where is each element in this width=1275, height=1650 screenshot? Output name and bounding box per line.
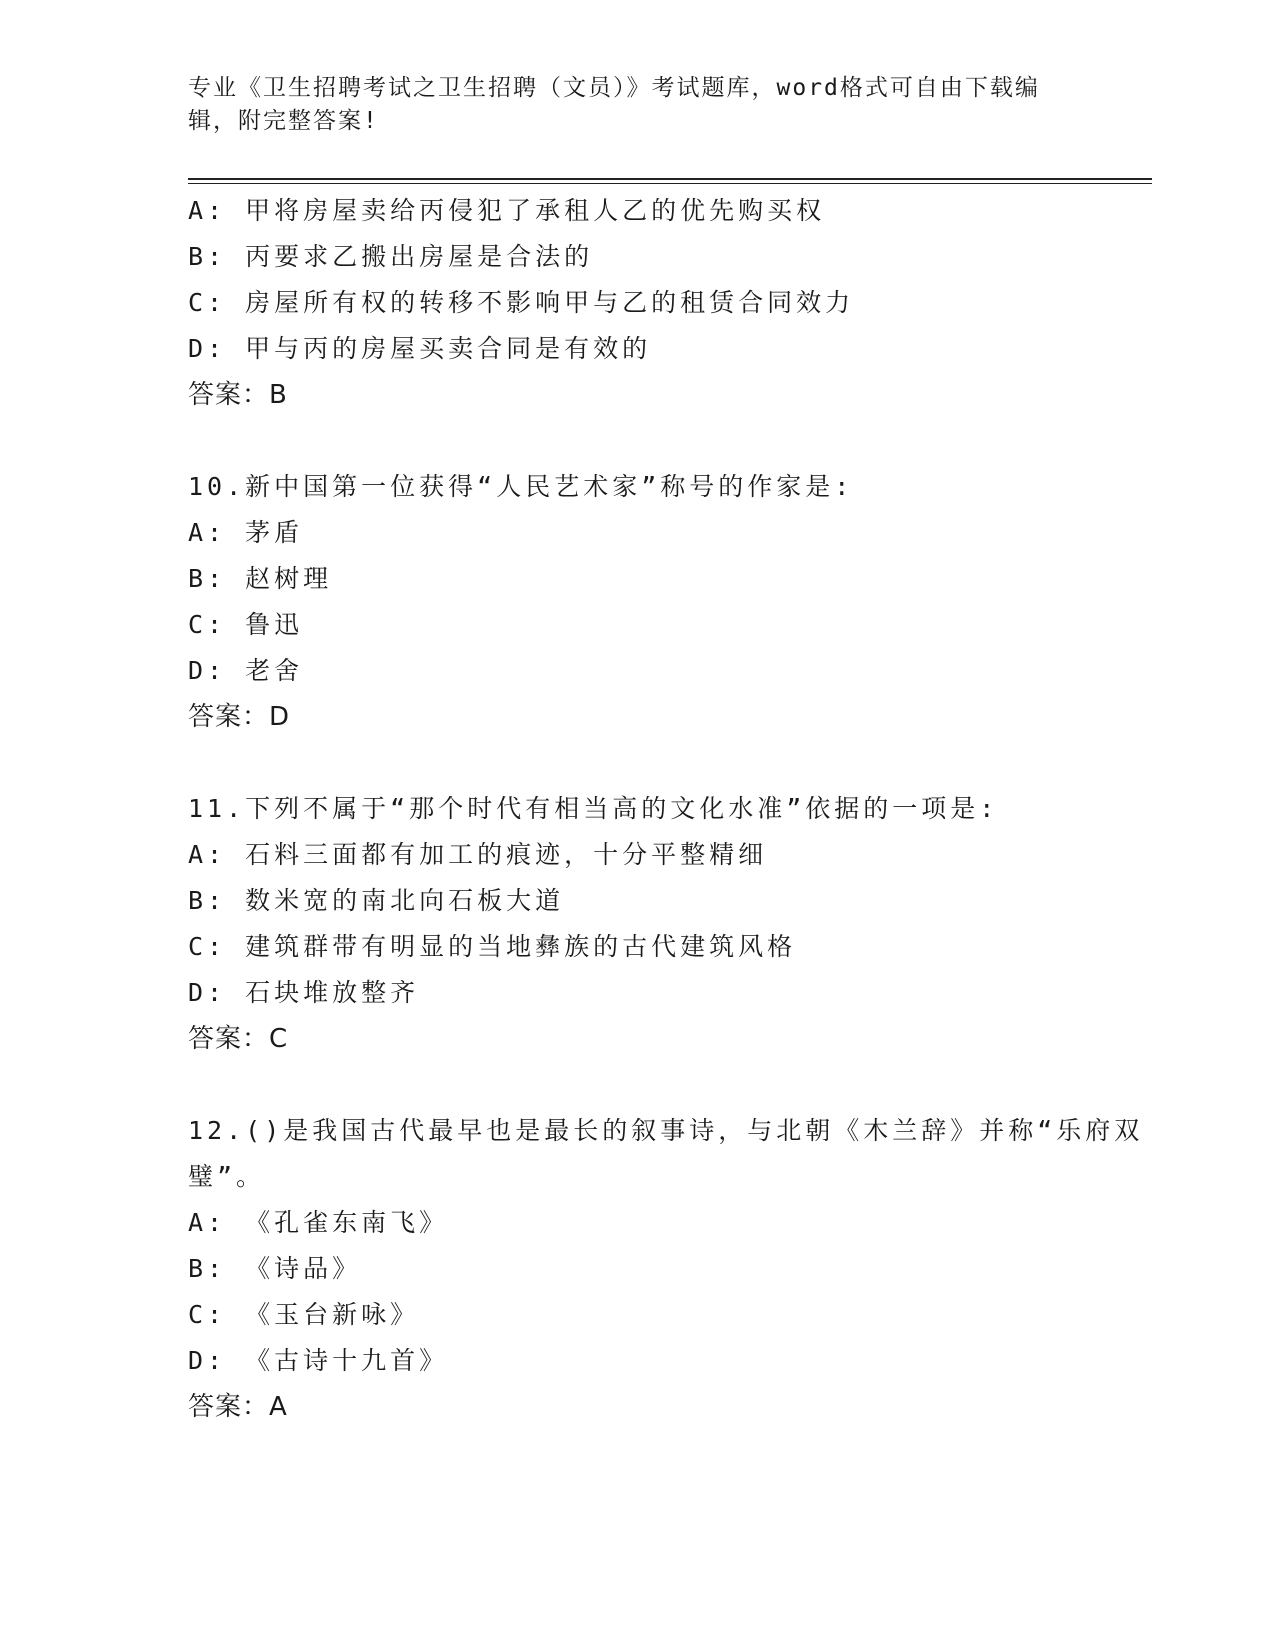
option-d: D: 《古诗十九首》	[188, 1346, 449, 1375]
document-header: 专业《卫生招聘考试之卫生招聘（文员）》考试题库，word格式可自由下载编辑，附完整答案!	[188, 75, 1040, 134]
question-text: 11.下列不属于“那个时代有相当高的文化水准”依据的一项是:	[188, 794, 999, 823]
option-d: D: 石块堆放整齐	[188, 978, 420, 1007]
option-c: C: 鲁迅	[188, 610, 304, 639]
option-c: C: 《玉台新咏》	[188, 1300, 420, 1329]
option-c: C: 建筑群带有明显的当地彝族的古代建筑风格	[188, 932, 797, 961]
question-text: 12.()是我国古代最早也是最长的叙事诗，与北朝《木兰辞》并称“乐府双璧”。	[188, 1116, 1144, 1191]
question-text: 10.新中国第一位获得“人民艺术家”称号的作家是:	[188, 472, 854, 501]
header-divider	[188, 178, 1152, 184]
option-c: C: 房屋所有权的转移不影响甲与乙的租赁合同效力	[188, 288, 855, 317]
question-block-9	[188, 188, 1148, 418]
option-a: A: 茅盾	[188, 518, 304, 547]
answer-line: 答案：A	[188, 1392, 288, 1422]
option-b: B: 赵树理	[188, 564, 333, 593]
question-list	[188, 188, 1148, 1430]
question-block-10	[188, 464, 1148, 740]
question-block-12	[188, 1108, 1148, 1430]
answer-line: 答案：C	[188, 1024, 289, 1054]
option-b: B: 丙要求乙搬出房屋是合法的	[188, 242, 594, 271]
option-d: D: 甲与丙的房屋买卖合同是有效的	[188, 334, 652, 363]
answer-line: 答案：D	[188, 702, 291, 732]
option-a: A: 石料三面都有加工的痕迹，十分平整精细	[188, 840, 768, 869]
question-block-11	[188, 786, 1148, 1062]
option-d: D: 老舍	[188, 656, 304, 685]
option-b: B: 《诗品》	[188, 1254, 362, 1283]
option-b: B: 数米宽的南北向石板大道	[188, 886, 565, 915]
option-a: A: 甲将房屋卖给丙侵犯了承租人乙的优先购买权	[188, 196, 826, 225]
option-a: A: 《孔雀东南飞》	[188, 1208, 449, 1237]
answer-line: 答案：B	[188, 380, 288, 410]
